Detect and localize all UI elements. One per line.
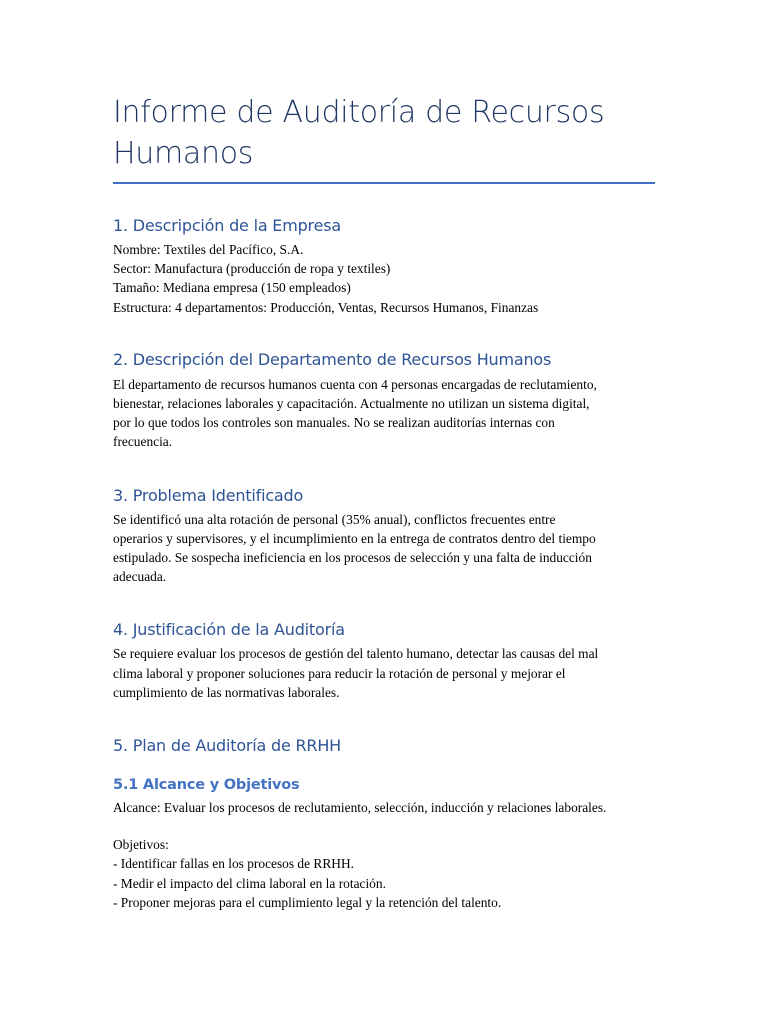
body-line: estipulado. Se sospecha ineficiencia en los procesos de selección y una falta de inducción <box>113 550 592 566</box>
title-underline-rule <box>113 182 655 184</box>
objective-item: - Medir el impacto del clima laboral en la rotación. <box>113 875 386 891</box>
subsection-body <box>113 798 655 912</box>
objective-item: - Identificar fallas en los procesos de RRHH. <box>113 856 354 872</box>
section-heading: 2. Descripción del Departamento de Recursos Humanos <box>113 349 552 369</box>
section-company-description <box>113 215 655 317</box>
body-line: Tamaño: Mediana empresa (150 empleados) <box>113 280 351 296</box>
body-line: Nombre: Textiles del Pacífico, S.A. <box>113 242 304 257</box>
body-line: adecuada. <box>113 569 167 585</box>
section-heading: 4. Justificación de la Auditoría <box>113 620 345 640</box>
body-line: clima laboral y proponer soluciones para reducir la rotación de personal y mejorar el <box>113 665 566 681</box>
objective-item: - Proponer mejoras para el cumplimiento legal y la retención del talento. <box>113 894 502 910</box>
body-line: cumplimiento de las normativas laborales. <box>113 684 340 700</box>
subsection-scope-objectives <box>113 775 655 912</box>
section-body <box>113 510 655 587</box>
document-title-line-1: Informe de Auditoría de Recursos <box>113 95 605 130</box>
body-line: Estructura: 4 departamentos: Producción, Ventas, Recursos Humanos, Finanzas <box>113 299 539 315</box>
blank-line <box>113 817 655 835</box>
section-body <box>113 240 655 317</box>
section-body <box>113 644 655 702</box>
body-line: El departamento de recursos humanos cuenta con 4 personas encargadas de reclutamiento, <box>113 376 597 392</box>
section-audit-plan <box>113 735 655 912</box>
body-line: operarios y supervisores, y el incumplimiento en la entrega de contratos dentro del tiempo <box>113 530 596 546</box>
document-title-line-2: Humanos <box>113 136 254 171</box>
section-body <box>113 375 655 452</box>
section-hr-department-description <box>113 349 655 452</box>
body-line: frecuencia. <box>113 434 173 450</box>
scope-line: Alcance: Evaluar los procesos de reclutamiento, selección, inducción y relaciones laborales. <box>113 800 607 816</box>
body-line: Sector: Manufactura (producción de ropa y textiles) <box>113 261 391 277</box>
document-title <box>113 92 655 182</box>
section-heading: 3. Problema Identificado <box>113 485 304 505</box>
body-line: Se identificó una alta rotación de personal (35% anual), conflictos frecuentes entre <box>113 511 556 527</box>
section-heading: 5. Plan de Auditoría de RRHH <box>113 736 342 756</box>
subsection-heading: 5.1 Alcance y Objetivos <box>113 777 300 794</box>
section-identified-problem <box>113 485 655 587</box>
objectives-label: Objetivos: <box>113 837 169 853</box>
section-heading: 1. Descripción de la Empresa <box>113 216 341 235</box>
body-line: Se requiere evaluar los procesos de gestión del talento humano, detectar las causas del mal <box>113 646 599 662</box>
section-audit-justification <box>113 619 655 702</box>
body-line: bienestar, relaciones laborales y capacitación. Actualmente no utilizan un sistema digital, <box>113 396 590 412</box>
body-line: por lo que todos los controles son manuales. No se realizan auditorías internas con <box>113 415 555 431</box>
